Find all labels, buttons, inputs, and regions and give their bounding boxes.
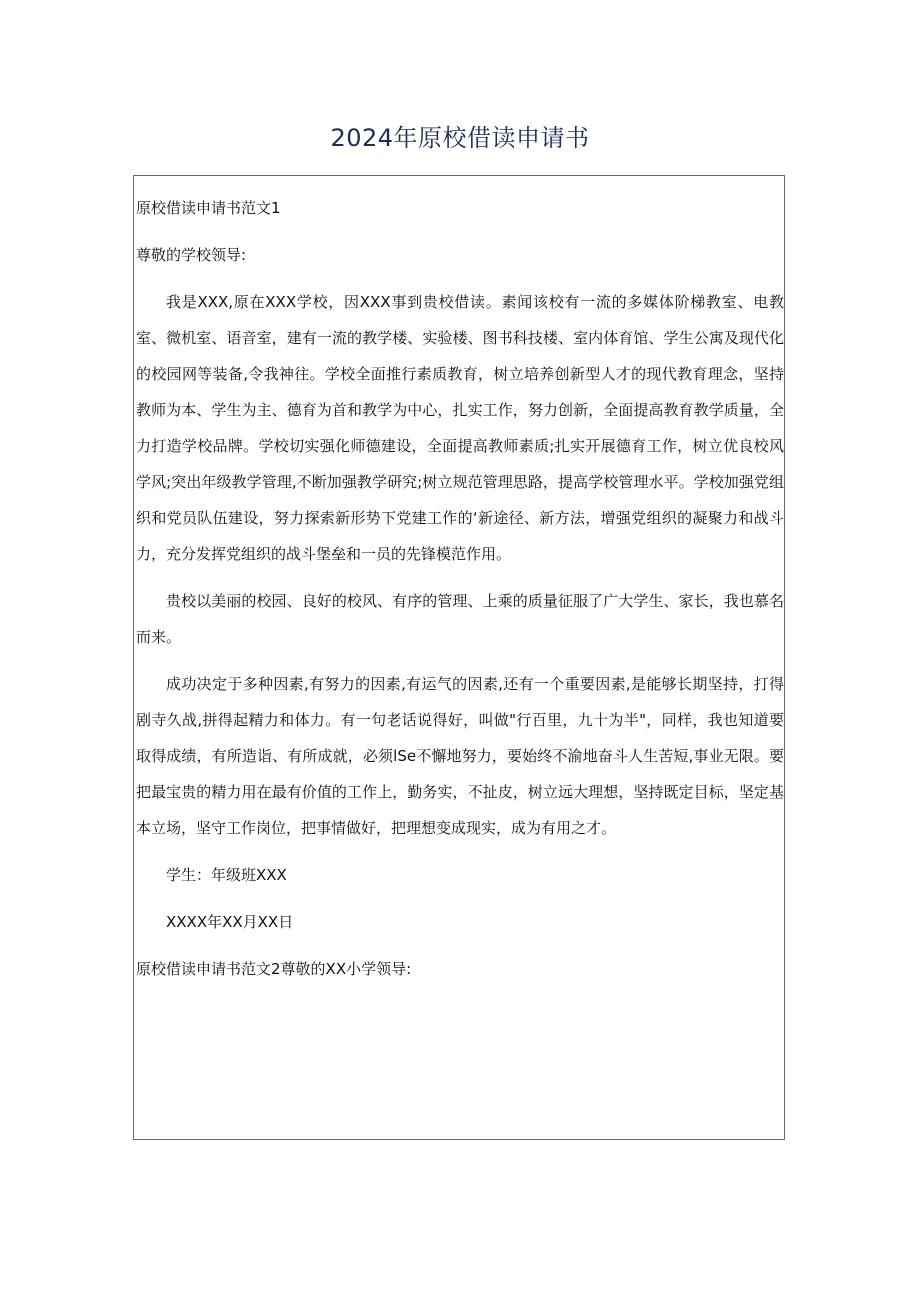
document-title: 2024年原校借读申请书 xyxy=(330,124,590,152)
signature-date: XXXX年XX月XX日 xyxy=(166,913,294,931)
paragraph-3: 成功决定于多种因素,有努力的因素,有运气的因素,还有一个重要因素,是能够长期坚持，打得剧寺久战,拼得起精力和体力。有一句老话说得好，叫做"行百里，九十为半"，同样，我也知道要取得成绩，有所造诣、有所成就，必须lSe不懈地努力，要始终不渝地奋斗人生苦短,事业无限。要把最宝贵的精力用在最有价值的工作上，勤务实，不扯皮，树立远大理想，坚持既定目标，坚定基本立场，坚守工作岗位，把事情做好，把理想变成现实，成为有用之才。 xyxy=(136,675,784,837)
section-heading-1: 原校借读申请书范文1 xyxy=(136,199,281,217)
salutation: 尊敬的学校领导: xyxy=(136,246,247,264)
document-body xyxy=(136,190,784,998)
signature-student: 学生：年级班XXX xyxy=(166,866,287,884)
paragraph-1: 我是XXX,原在XXX学校，因XXX事到贵校借读。素闻该校有一流的多媒体阶梯教室、电教室、微机室、语音室，建有一流的教学楼、实验楼、图书科技楼、室内体育馆、学生公寓及现代化的校园网等装备,令我神往。学校全面推行素质教育，树立培养创新型人才的现代教育理念，坚持教师为本、学生为主、德育为首和教学为中心，扎实工作，努力创新，全面提高教育教学质量，全力打造学校品牌。学校切实强化师德建设，全面提高教师素质;扎实开展德育工作，树立优良校风学风;突出年级教学管理,不断加强教学研究;树立规范管理思路，提高学校管理水平。学校加强党组织和党员队伍建设，努力探索新形势下党建工作的‘新途径、新方法，增强党组织的凝聚力和战斗力，充分发挥党组织的战斗堡垒和一员的先锋模范作用。 xyxy=(136,293,784,563)
paragraph-2: 贵校以美丽的校园、良好的校风、有序的管理、上乘的质量征服了广大学生、家长，我也慕名而来。 xyxy=(136,592,784,646)
section-heading-2: 原校借读申请书范文2尊敬的XX小学领导: xyxy=(136,960,412,978)
